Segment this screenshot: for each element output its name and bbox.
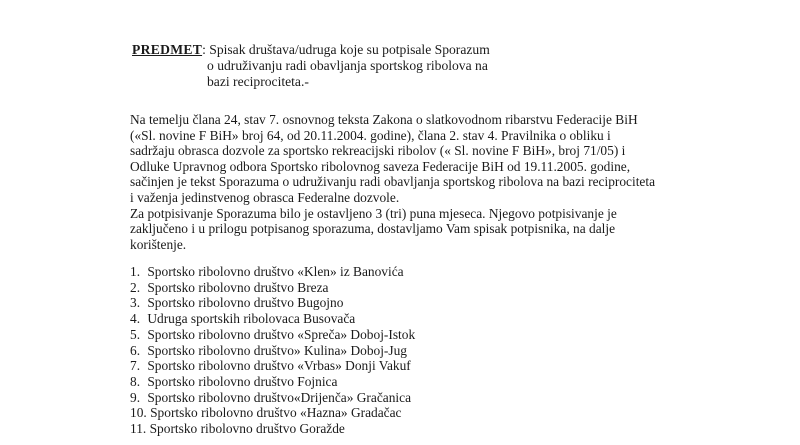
list-item: [130, 390, 550, 406]
subject-line-2: o udruživanju radi obavljanja sportskog ribolova na: [207, 58, 488, 73]
list-item: [130, 421, 550, 437]
body-line: sadržaju obrasca dozvole za sportsko rekreacijski ribolov (« Sl. novine F BiH», broj 71/05) i: [130, 143, 626, 159]
body-line: Za potpisivanje Sporazuma bilo je ostavljeno 3 (tri) puna mjeseca. Njegovo potpisivanje je: [130, 205, 617, 221]
body-line: korištenje.: [130, 236, 187, 252]
list-item-number: 11.: [130, 421, 147, 437]
body-paragraph: [130, 112, 690, 252]
list-item-number: 4.: [130, 311, 141, 327]
list-item-text: Sportsko ribolovno društvo Breza: [147, 279, 329, 295]
list-item-number: 5.: [130, 326, 141, 342]
body-line: i važenja jedinstvenog obrasca Federalne dozvole.: [130, 189, 400, 205]
list-item-number: 1.: [130, 264, 141, 279]
body-line: Odluke Upravnog odbora Sportsko ribolovnog saveza Federacije BiH od 19.11.2005. godine,: [130, 158, 631, 174]
list-item-number: 6.: [130, 342, 141, 358]
list-item-text: Udruga sportskih ribolovaca Busovača: [147, 311, 356, 327]
list-item: [130, 280, 550, 296]
list-item-text: Sportsko ribolovno društvo«Drijenča» Gračanica: [147, 389, 412, 405]
list-item-number: 3.: [130, 295, 141, 311]
list-item-text: Sportsko ribolovno društvo «Hazna» Gradačac: [150, 405, 402, 421]
list-item-text: Sportsko ribolovno društvo» Kulina» Doboj-Jug: [147, 342, 407, 358]
list-item: [130, 295, 550, 311]
list-item: [130, 327, 550, 343]
subject-line-1: [132, 42, 552, 58]
list-item-text: Sportsko ribolovno društvo «Spreča» Doboj-Istok: [147, 326, 416, 342]
list-item: [130, 374, 550, 390]
list-item-number: 9.: [130, 389, 141, 405]
subject-label: PREDMET: [132, 42, 203, 57]
list-item-text: Sportsko ribolovno društvo Bugojno: [147, 295, 344, 311]
body-line: Na temelju člana 24, stav 7. osnovnog teksta Zakona o slatkovodnom ribarstvu Federacije BiH: [130, 112, 638, 127]
body-line: («Sl. novine F BiH» broj 64, od 20.11.2004. godine), člana 2. stav 4. Pravilnika o obliku i: [130, 127, 611, 143]
subject-line-3: bazi reciprociteta.-: [207, 74, 309, 89]
list-item-number: 7.: [130, 358, 141, 374]
list-item: [130, 264, 550, 280]
list-item-number: 2.: [130, 279, 141, 295]
list-item-text: Sportsko ribolovno društvo Fojnica: [147, 373, 338, 389]
list-item-number: 8.: [130, 373, 141, 389]
list-item-text: Sportsko ribolovno društvo Goražde: [149, 421, 345, 437]
body-line: zaključeno i u prilogu potpisanog sporazuma, dostavljamo Vam spisak potpisnika, na dalje: [130, 221, 616, 237]
list-item-text: Sportsko ribolovno društvo «Vrbas» Donji Vakuf: [147, 358, 411, 374]
list-item-text: Sportsko ribolovno društvo «Klen» iz Banovića: [147, 264, 404, 279]
list-item: [130, 311, 550, 327]
signatories-list: [130, 264, 550, 437]
body-line: sačinjen je tekst Sporazuma o udruživanju radi obavljanja sportskog ribolova na bazi reciprociteta: [130, 174, 656, 190]
list-item-number: 10.: [130, 405, 147, 421]
subject-title: : Spisak društava/udruga koje su potpisale Sporazum: [202, 42, 490, 57]
subject-block: [132, 42, 552, 90]
list-item: [130, 405, 550, 421]
list-item: [130, 343, 550, 359]
list-item: [130, 358, 550, 374]
